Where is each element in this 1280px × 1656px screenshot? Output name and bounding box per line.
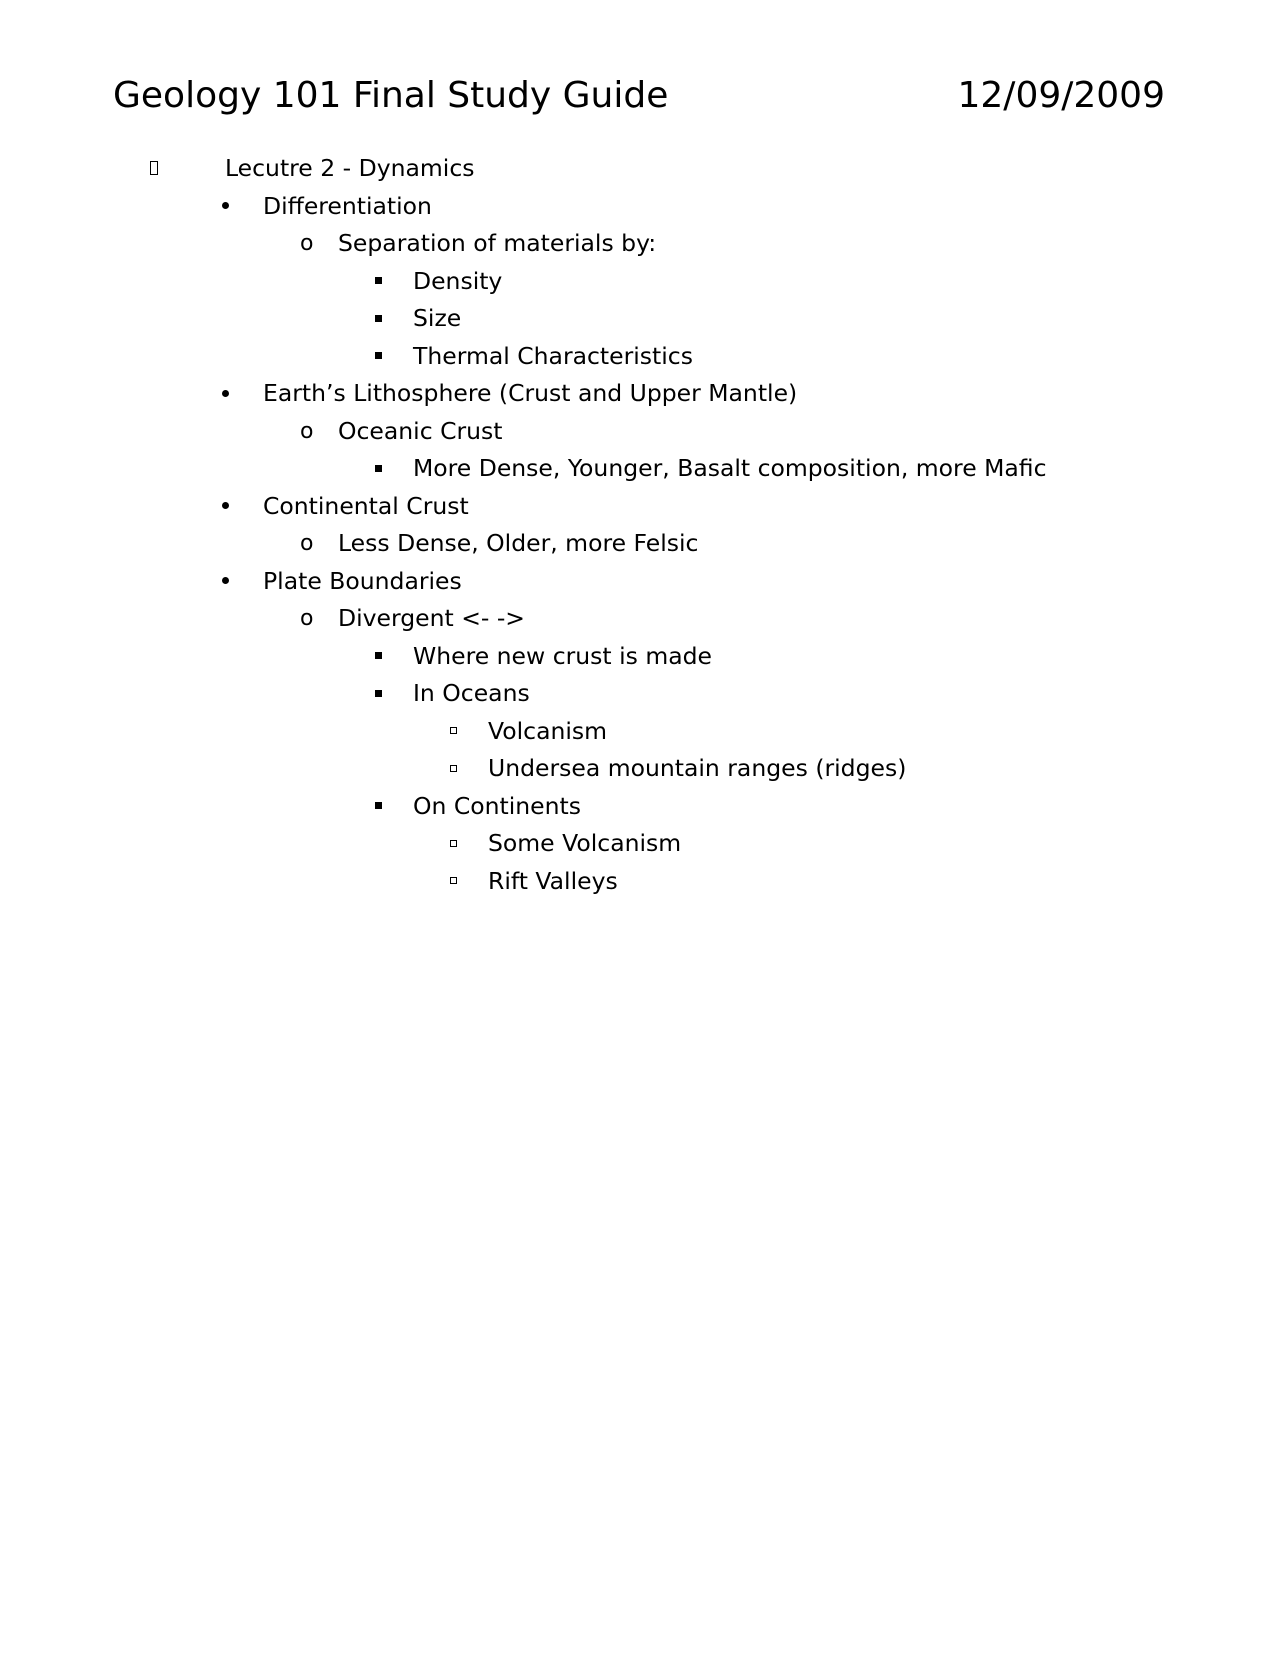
outline-item-text: Density bbox=[413, 266, 503, 295]
bullet-o-icon: o bbox=[300, 418, 314, 444]
outline-item bbox=[0, 675, 1280, 713]
outline-item-text: Separation of materials by: bbox=[338, 229, 657, 257]
bullet-hollow-square-icon bbox=[450, 750, 457, 788]
outline-item-text: Volcanism bbox=[488, 716, 608, 745]
outline-item bbox=[0, 863, 1280, 901]
outline-item bbox=[0, 300, 1280, 338]
outline-item bbox=[0, 338, 1280, 376]
outline-item-text: Where new crust is made bbox=[413, 641, 713, 670]
bullet-hollow-square-icon bbox=[450, 825, 457, 863]
outline-item-text: Less Dense, Older, more Felsic bbox=[338, 529, 699, 557]
bullet-dot-icon bbox=[222, 488, 229, 526]
bullet-square-icon bbox=[375, 450, 382, 488]
outline-item-text: Thermal Characteristics bbox=[413, 341, 693, 370]
outline-item bbox=[0, 825, 1280, 863]
outline-item bbox=[0, 788, 1280, 826]
outline-item bbox=[0, 638, 1280, 676]
outline-item bbox=[0, 188, 1280, 226]
outline-item bbox=[0, 375, 1280, 413]
outline-item bbox=[0, 263, 1280, 301]
outline-item bbox=[0, 150, 1280, 188]
study-outline bbox=[0, 150, 1280, 900]
bullet-square-icon bbox=[375, 300, 382, 338]
outline-item bbox=[0, 750, 1280, 788]
document-title: Geology 101 Final Study Guide bbox=[113, 75, 669, 116]
outline-item bbox=[0, 450, 1280, 488]
outline-item-text: Some Volcanism bbox=[488, 829, 682, 857]
outline-item-text: On Continents bbox=[413, 791, 581, 820]
bullet-dot-icon bbox=[222, 375, 229, 413]
outline-item bbox=[0, 713, 1280, 751]
bullet-hollow-square-icon bbox=[450, 713, 457, 751]
outline-item-text: Undersea mountain ranges (ridges) bbox=[488, 754, 907, 782]
outline-item-text: Oceanic Crust bbox=[338, 416, 503, 445]
outline-item-text: More Dense, Younger, Basalt composition, more Mafic bbox=[413, 454, 1047, 482]
outline-item bbox=[0, 413, 1280, 451]
outline-item-text: Plate Boundaries bbox=[263, 566, 462, 595]
bullet-square-icon bbox=[375, 338, 382, 376]
bullet-o-icon: o bbox=[300, 606, 314, 631]
outline-item bbox=[0, 600, 1280, 638]
outline-item-text: Divergent <- -> bbox=[338, 604, 526, 632]
outline-item bbox=[0, 225, 1280, 263]
bullet-square-icon bbox=[375, 263, 382, 301]
outline-item-text: Continental Crust bbox=[263, 491, 469, 520]
outline-item-text: Lecutre 2 - Dynamics bbox=[225, 154, 475, 182]
bullet-missing-glyph-icon bbox=[150, 150, 158, 188]
bullet-square-icon bbox=[375, 675, 382, 713]
outline-item-text: Differentiation bbox=[263, 191, 432, 220]
bullet-o-icon: o bbox=[300, 531, 314, 556]
outline-item-text: In Oceans bbox=[413, 679, 530, 707]
outline-item-text: Size bbox=[413, 304, 462, 332]
bullet-dot-icon bbox=[222, 188, 229, 226]
bullet-hollow-square-icon bbox=[450, 863, 457, 901]
bullet-square-icon bbox=[375, 788, 382, 826]
outline-item-text: Rift Valleys bbox=[488, 866, 618, 895]
outline-item bbox=[0, 525, 1280, 563]
bullet-dot-icon bbox=[222, 563, 229, 601]
bullet-o-icon: o bbox=[300, 231, 314, 256]
bullet-square-icon bbox=[375, 638, 382, 676]
outline-item bbox=[0, 563, 1280, 601]
document-date: 12/09/2009 bbox=[957, 75, 1165, 116]
outline-item bbox=[0, 488, 1280, 526]
outline-item-text: Earth’s Lithosphere (Crust and Upper Mantle) bbox=[263, 379, 798, 407]
